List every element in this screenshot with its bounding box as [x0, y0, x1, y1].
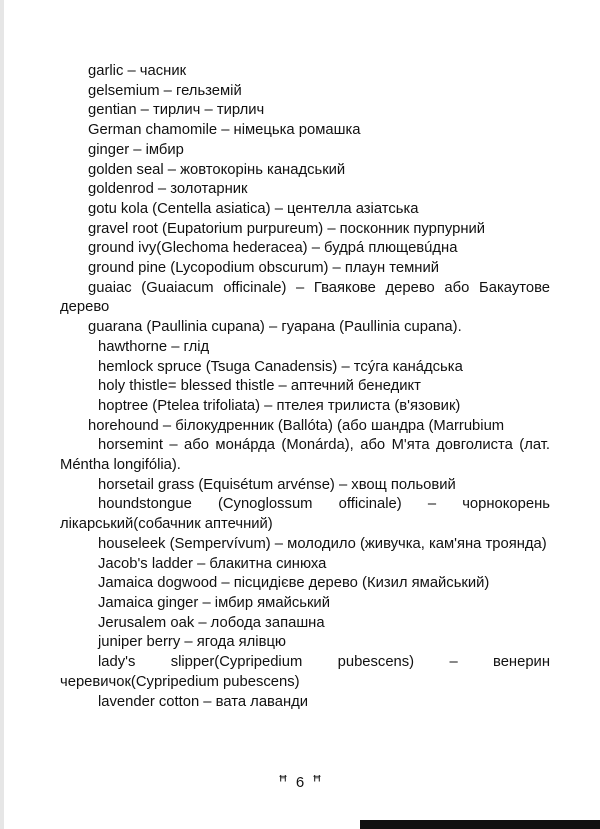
entry-jacobs-ladder: Jacob's ladder – блакитна синюха — [98, 555, 327, 572]
entry-hemlock-spruce: hemlock spruce (Tsuga Canadensis) – тсýга канáдська — [98, 358, 463, 375]
entry-ground-ivy: ground ivy(Glechoma hederacea) – будрá плющевúдна — [88, 240, 458, 257]
entry-gentian: gentian – тирлич – тирлич — [88, 102, 265, 119]
entry-houndstongue: houndstongue (Cynoglossum officinale) – чорнокорень лікарський(собачник аптечний) — [60, 496, 550, 533]
entry-juniper-berry: juniper berry – ягода ялівцю — [98, 634, 287, 651]
left-ornament-icon: ꟸ — [278, 774, 288, 791]
scan-edge-bar — [360, 820, 600, 829]
entry-goldenrod: goldenrod – золотарник — [88, 181, 248, 198]
entry-horsetail-grass: horsetail grass (Equisétum arvénse) – хвощ польовий — [98, 476, 456, 493]
entry-gotu-kola: gotu kola (Centella asiatica) – центелла азіатська — [88, 200, 419, 217]
entry-gelsemium: gelsemium – гельземій — [88, 82, 242, 99]
entry-gravel-root: gravel root (Eupatorium purpureum) – посконник пурпурний — [88, 220, 486, 237]
entry-hawthorne: hawthorne – глід — [98, 338, 210, 355]
entry-german-chamomile: German chamomile – німецька ромашка — [88, 122, 361, 139]
glossary-text — [60, 62, 550, 712]
entry-lavender-cotton: lavender cotton – вата лаванди — [98, 693, 309, 710]
entry-ground-pine: ground pine (Lycopodium obscurum) – плаун темний — [88, 260, 439, 277]
entry-hoptree: hoptree (Ptelea trifoliata) – птелея трилиста (в'язовик) — [98, 397, 461, 414]
right-ornament-icon: ꟸ — [312, 774, 322, 791]
entry-houseleek: houseleek (Sempervívum) – молодило (живучка, кам'яна троянда) — [98, 535, 547, 552]
entry-horehound: horehound – білокудренник (Ballóta) (або шандра (Marrubium — [88, 417, 505, 434]
entry-holy-thistle: holy thistle= blessed thistle – аптечний бенедикт — [98, 378, 421, 395]
page-number: 6 — [295, 773, 305, 791]
entry-guarana: guarana (Paullinia cupana) – гуарана (Paullinia cupana). — [88, 319, 462, 336]
entry-ginger: ginger – імбир — [88, 141, 184, 158]
entry-ladys-slipper: lady's slipper(Cypripedium pubescens) – венерин черевичок(Cypripedium pubescens) — [60, 654, 550, 690]
entry-jerusalem-oak: Jerusalem oak – лобода запашна — [98, 614, 325, 631]
entry-garlic: garlic – часник — [88, 63, 187, 79]
entry-guaiac: guaiac (Guaiacum officinale) – Гваякове дерево або Бакаутове дерево — [60, 279, 550, 316]
entry-jamaica-dogwood: Jamaica dogwood – пісцидієве дерево (Кизил ямайський) — [98, 575, 490, 592]
page-footer — [0, 772, 600, 792]
entry-horsemint: horsemint – або монáрда (Monárda), або М'ята довголиста (лат. Méntha longifólia). — [60, 437, 550, 474]
entry-jamaica-ginger: Jamaica ginger – імбир ямайський — [98, 594, 330, 611]
page-edge — [0, 0, 4, 829]
entry-golden-seal: golden seal – жовтокорінь канадський — [88, 161, 346, 178]
